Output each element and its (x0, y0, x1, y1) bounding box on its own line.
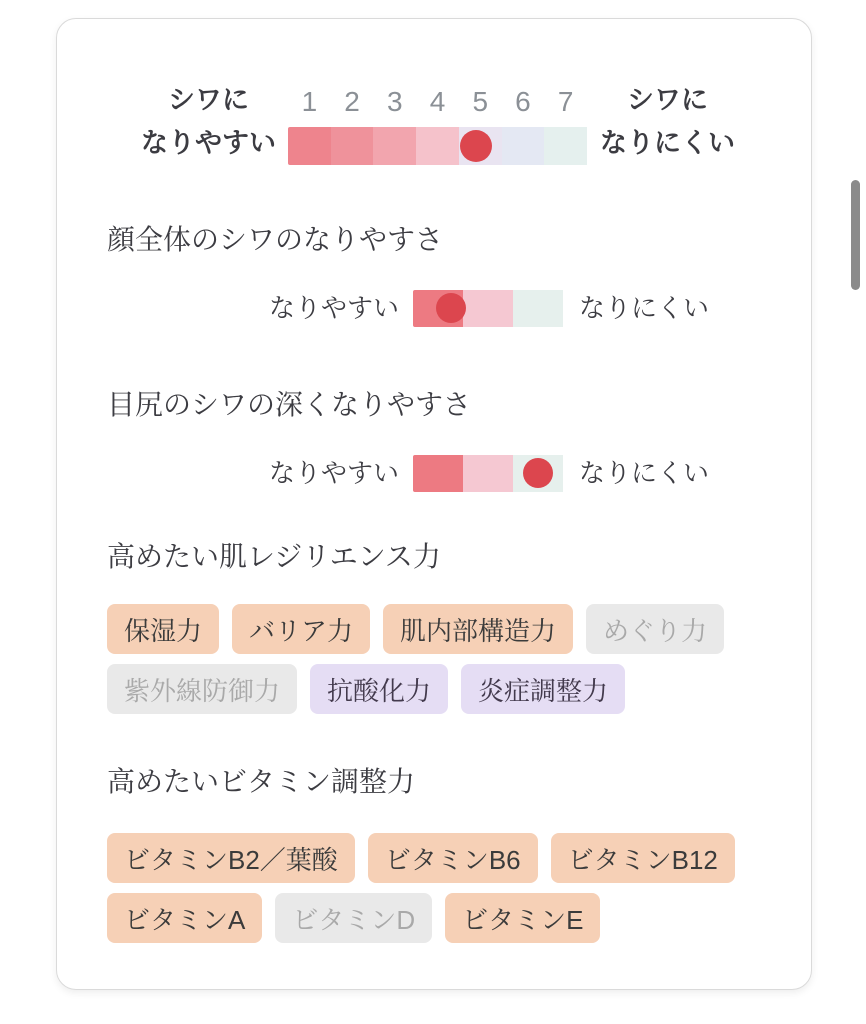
scale-right-label-line1: シワに (627, 85, 708, 115)
chip-row (107, 604, 763, 654)
section-vitamins (107, 765, 763, 943)
mini-score-row (269, 289, 763, 327)
bar-segment (413, 455, 463, 492)
chip-row (107, 833, 763, 883)
scale-tick: 1 (301, 86, 318, 117)
mini-marker-dot (436, 293, 466, 323)
section-title: 高めたいビタミン調整力 (107, 766, 416, 797)
mini-right-label: なりにくい (579, 293, 710, 323)
section-title: 顔全体のシワのなりやすさ (107, 224, 444, 255)
scale-left-label-line1: シワに (168, 85, 249, 115)
chip-rows (107, 604, 763, 714)
tag-chip: ビタミンB6 (368, 833, 538, 883)
scale-marker-dot (460, 130, 492, 162)
section-face-wrinkle (107, 223, 763, 327)
mini-left-label: なりやすい (269, 293, 400, 323)
bar-segment (416, 127, 459, 165)
bar-segment (544, 127, 587, 165)
mini-left-label: なりやすい (269, 458, 400, 488)
scale-left-label-line2: なりやすい (141, 128, 276, 158)
tag-chip: めぐり力 (586, 604, 724, 654)
chip-row (107, 893, 763, 943)
tag-chip: 肌内部構造力 (383, 604, 573, 654)
chip-row (107, 664, 763, 714)
bar-segment (331, 127, 374, 165)
scale-left-label (141, 79, 276, 165)
tag-chip: バリア力 (232, 604, 370, 654)
scale-tick: 3 (387, 86, 403, 117)
bar-segment (463, 455, 513, 492)
mini-marker-dot (523, 458, 553, 488)
scale-right-label-line2: なりにくい (600, 128, 735, 158)
bar-segment (373, 127, 416, 165)
scale-tick-row (288, 79, 587, 122)
section-title: 目尻のシワの深くなりやすさ (107, 389, 472, 420)
scale-tick: 5 (472, 86, 489, 117)
tag-chip: 保湿力 (107, 604, 219, 654)
mini-score-bar (413, 290, 563, 327)
scale-tick: 2 (344, 86, 360, 117)
wrinkle-scale (141, 79, 735, 165)
scale-right-label (600, 79, 735, 165)
result-card (56, 18, 812, 990)
tag-chip: ビタミンB2／葉酸 (107, 833, 355, 883)
scale-tick: 6 (515, 86, 531, 117)
mini-right-label: なりにくい (579, 458, 710, 488)
tag-chip: 炎症調整力 (461, 664, 625, 714)
scale-tick: 7 (557, 86, 574, 117)
scale-tick: 4 (429, 86, 446, 117)
bar-segment (463, 290, 513, 327)
mini-score-row (269, 454, 763, 492)
tag-chip: ビタミンA (107, 893, 262, 943)
bar-segment (513, 290, 563, 327)
section-skin-resilience (107, 540, 763, 714)
section-eye-wrinkle (107, 388, 763, 492)
scale-center (288, 79, 587, 165)
tag-chip: 紫外線防御力 (107, 664, 297, 714)
section-title: 高めたい肌レジリエンス力 (107, 541, 441, 572)
tag-chip: ビタミンD (275, 893, 432, 943)
mini-score-bar (413, 455, 563, 492)
tag-chip: 抗酸化力 (310, 664, 448, 714)
scale-gradient-bar (288, 127, 587, 165)
chip-rows (107, 833, 763, 943)
scrollbar-thumb[interactable] (851, 180, 860, 290)
tag-chip: ビタミンB12 (551, 833, 735, 883)
bar-segment (502, 127, 545, 165)
tag-chip: ビタミンE (445, 893, 600, 943)
bar-segment (288, 127, 331, 165)
